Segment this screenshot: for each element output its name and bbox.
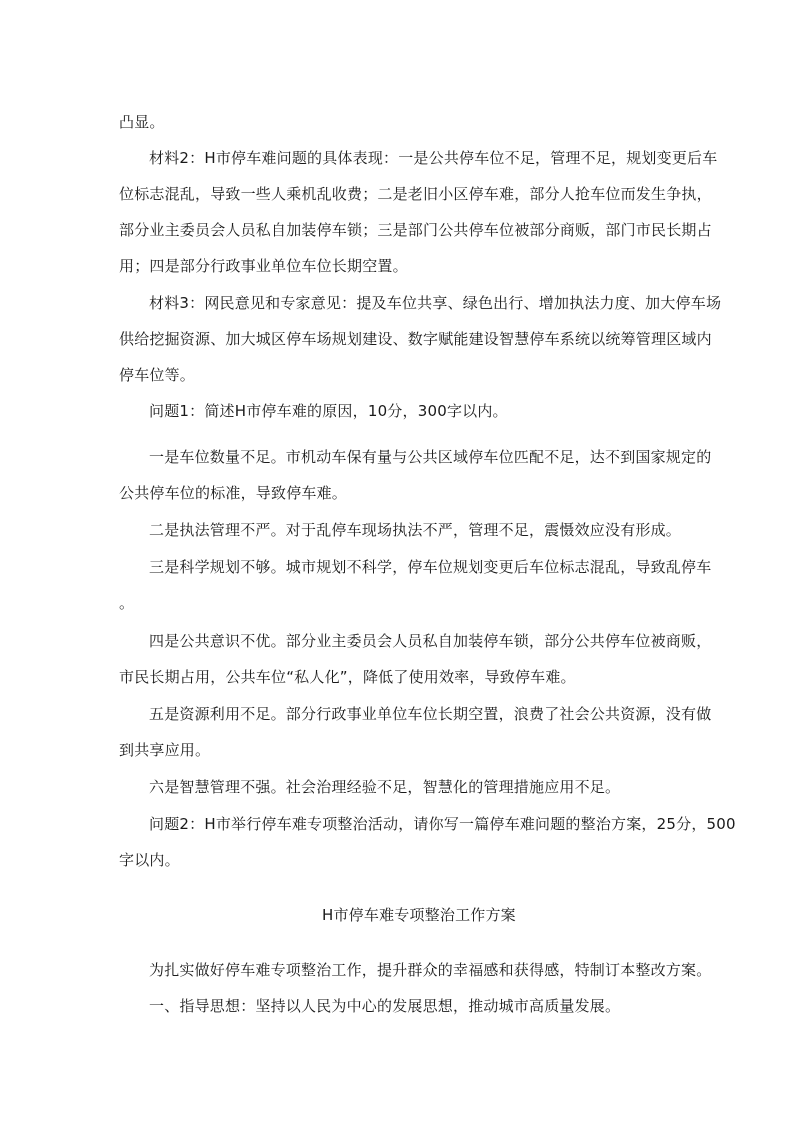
text-line: 二是执法管理不严。对于乱停车现场执法不严，管理不足，震慑效应没有形成。: [149, 521, 682, 539]
text-line: 四是公共意识不优。部分业主委员会人员私自加装停车锁，部分公共停车位被商贩，: [149, 632, 712, 650]
text-line: 问题1：简述H市停车难的原因，10分，300字以内。: [149, 402, 508, 420]
text-line: 材料2：H市停车难问题的具体表现：一是公共停车位不足，管理不足，规划变更后车: [149, 149, 718, 167]
text-line: 部分业主委员会人员私自加装停车锁；三是部门公共停车位被部分商贩，部门市民长期占: [119, 221, 712, 239]
section-heading: H市停车难专项整治工作方案: [322, 906, 516, 924]
text-line: 六是智慧管理不强。社会治理经验不足，智慧化的管理措施应用不足。: [149, 778, 621, 796]
text-line: 为扎实做好停车难专项整治工作，提升群众的幸福感和获得感，特制订本整改方案。: [149, 961, 712, 979]
text-line: 凸显。: [119, 113, 165, 131]
text-line: 问题2：H市举行停车难专项整治活动，请你写一篇停车难问题的整治方案，25分，500: [149, 815, 736, 833]
text-line: 公共停车位的标准，导致停车难。: [119, 484, 348, 502]
text-line: 市民长期占用，公共车位“私人化”，降低了使用效率，导致停车难。: [119, 668, 576, 686]
text-line: 字以内。: [119, 851, 180, 869]
text-line: 材料3：网民意见和专家意见：提及车位共享、绿色出行、增加执法力度、加大停车场: [149, 294, 722, 312]
text-line: 用；四是部分行政事业单位车位长期空置。: [119, 257, 408, 275]
text-line: 到共享应用。: [119, 741, 211, 759]
text-line: 供给挖掘资源、加大城区停车场规划建设、数字赋能建设智慧停车系统以统筹管理区域内: [119, 330, 712, 348]
text-line: 。: [119, 594, 135, 612]
text-line: 一是车位数量不足。市机动车保有量与公共区域停车位匹配不足，达不到国家规定的: [149, 448, 712, 466]
text-line: 五是资源利用不足。部分行政事业单位车位长期空置，浪费了社会公共资源，没有做: [149, 705, 712, 723]
text-line: 一、指导思想：坚持以人民为中心的发展思想，推动城市高质量发展。: [149, 997, 621, 1015]
text-line: 位标志混乱，导致一些人乘机乱收费；二是老旧小区停车难，部分人抢车位而发生争执，: [119, 185, 712, 203]
text-line: 三是科学规划不够。城市规划不科学，停车位规划变更后车位标志混乱，导致乱停车: [149, 558, 712, 576]
text-line: 停车位等。: [119, 366, 196, 384]
